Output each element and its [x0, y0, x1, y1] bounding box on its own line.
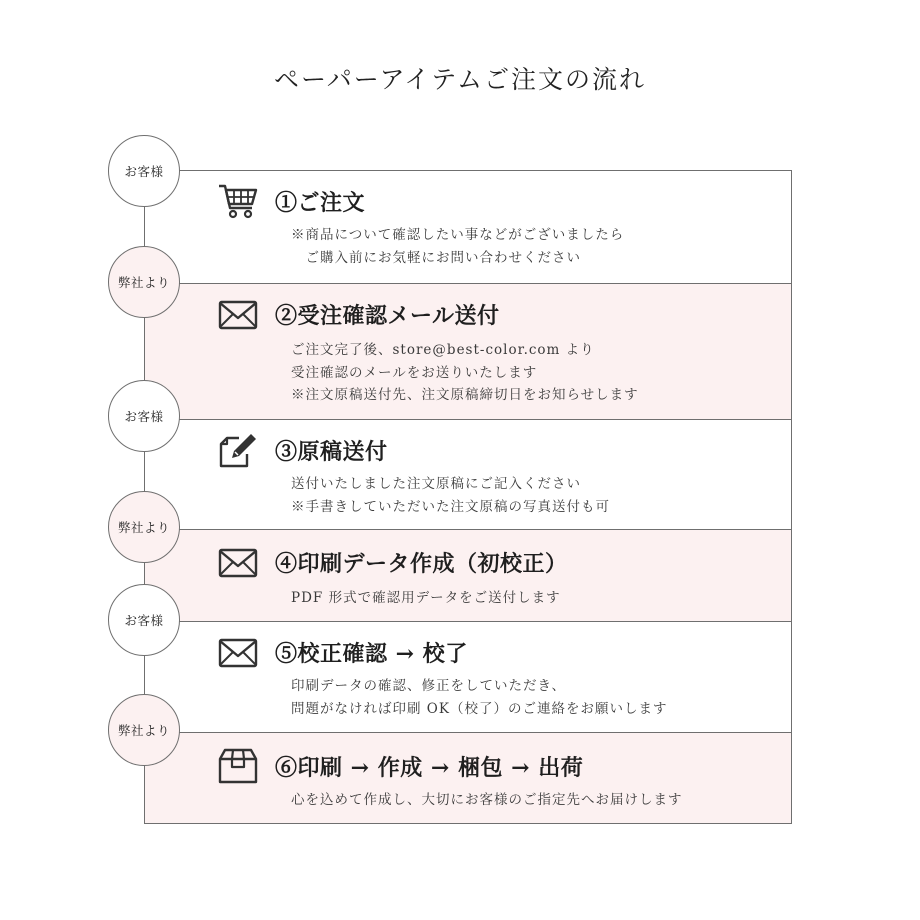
package-box-icon	[217, 745, 259, 787]
step-description: 送付いたしました注文原稿にご記入ください ※手書きしていただいた注文原稿の写真送付も可	[291, 476, 610, 515]
flow-step-proof-confirmation	[145, 621, 791, 732]
flow-step-print-data-creation	[145, 529, 791, 621]
flow-step-confirmation-mail	[145, 283, 791, 419]
step-title: ②受注確認メール送付	[275, 303, 500, 329]
step-title: ⑤校正確認 → 校了	[275, 641, 468, 667]
actor-company: 弊社より	[108, 491, 180, 563]
flow-step-manuscript-submission	[145, 419, 791, 529]
page-title: ペーパーアイテムご注文の流れ	[273, 65, 646, 94]
actor-customer: お客様	[108, 584, 180, 656]
step-description: ご注文完了後、store@best-color.com より 受注確認のメールをお送りいたします ※注文原稿送付先、注文原稿締切日をお知らせします	[291, 342, 639, 403]
step-title: ③原稿送付	[275, 439, 388, 465]
step-title: ⑥印刷 → 作成 → 梱包 → 出荷	[275, 755, 584, 781]
actor-company: 弊社より	[108, 246, 180, 318]
edit-document-icon	[217, 430, 259, 472]
step-description: 印刷データの確認、修正をしていただき、 問題がなければ印刷 OK（校了）のご連絡をお願いします	[291, 678, 668, 717]
step-description: ※商品について確認したい事などがございましたら ご購入前にお気軽にお問い合わせください	[291, 227, 625, 266]
shopping-cart-icon	[217, 181, 259, 223]
step-description: PDF 形式で確認用データをご送付します	[291, 590, 561, 606]
actor-customer: お客様	[108, 135, 180, 207]
flow-step-printing-shipping	[145, 732, 791, 823]
step-title: ①ご注文	[275, 190, 366, 216]
step-description: 心を込めて作成し、大切にお客様のご指定先へお届けします	[291, 792, 683, 808]
envelope-icon	[217, 632, 259, 674]
flow-step-order	[145, 171, 791, 283]
step-title: ④印刷データ作成（初校正）	[275, 551, 568, 577]
envelope-icon	[217, 294, 259, 336]
actor-company: 弊社より	[108, 694, 180, 766]
envelope-icon	[217, 542, 259, 584]
actor-customer: お客様	[108, 380, 180, 452]
